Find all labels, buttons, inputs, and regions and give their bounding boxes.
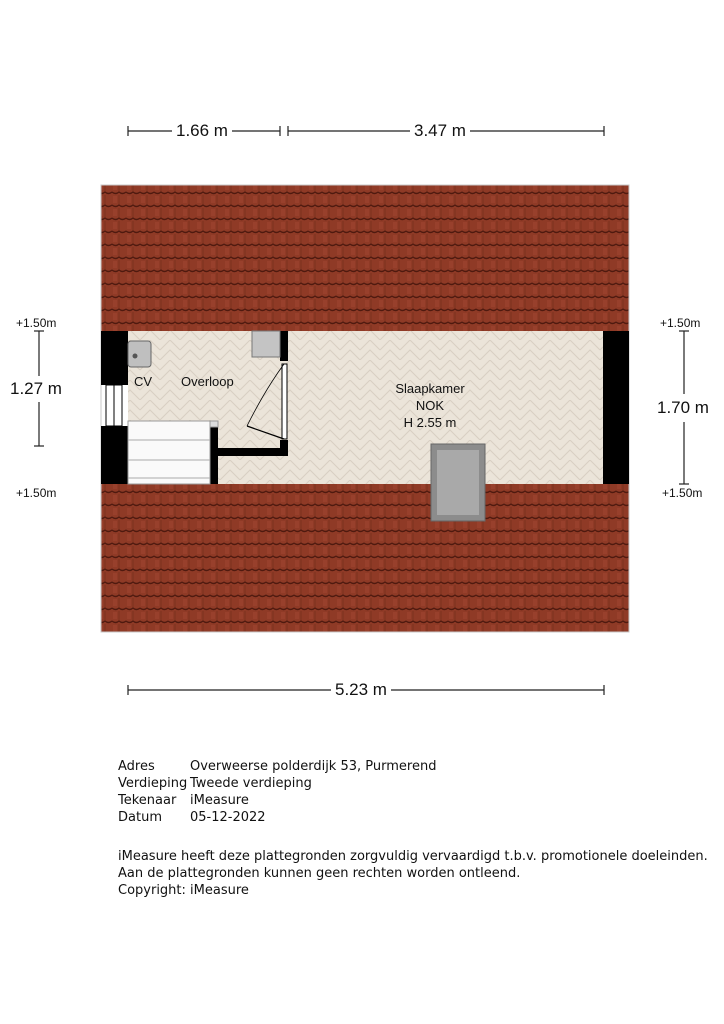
info-row-adres bbox=[118, 758, 436, 775]
level-left-top: +1.50m bbox=[16, 316, 57, 330]
level-left-bottom: +1.50m bbox=[16, 486, 57, 500]
level-right-top: +1.50m bbox=[660, 316, 701, 330]
info-value: iMeasure bbox=[190, 793, 249, 808]
skylight bbox=[431, 444, 485, 521]
room-label-cv: CV bbox=[134, 374, 153, 389]
room-label-slaapkamer bbox=[380, 380, 480, 431]
info-value: 05-12-2022 bbox=[190, 810, 266, 825]
cv-boiler-icon bbox=[128, 341, 151, 367]
info-key: Datum bbox=[118, 810, 162, 825]
dimension-top-left: 1.66 m bbox=[172, 121, 232, 141]
info-row-verdieping bbox=[118, 775, 436, 792]
roof-lower bbox=[101, 484, 629, 632]
level-right-bottom: +1.50m bbox=[662, 486, 703, 500]
info-value: Tweede verdieping bbox=[190, 776, 312, 791]
info-key: Tekenaar bbox=[118, 793, 177, 808]
info-key: Verdieping bbox=[118, 776, 188, 791]
info-block bbox=[118, 758, 436, 826]
info-row-datum bbox=[118, 809, 436, 826]
dimension-right-depth: 1.70 m bbox=[653, 398, 713, 418]
info-value: Overweerse polderdijk 53, Purmerend bbox=[190, 759, 437, 774]
room-label-overloop: Overloop bbox=[181, 374, 234, 389]
note-line: Aan de plattegronden kunnen geen rechten worden ontleend. bbox=[118, 866, 521, 881]
roof-upper bbox=[101, 185, 629, 331]
room-height: H 2.55 m bbox=[403, 415, 457, 430]
window-left bbox=[106, 385, 122, 426]
cabinet bbox=[252, 331, 280, 357]
info-row-tekenaar bbox=[118, 792, 436, 809]
dimension-left-depth: 1.27 m bbox=[6, 379, 66, 399]
note-line: iMeasure heeft deze plattegronden zorgvuldig vervaardigd t.b.v. promotionele doeleinden. bbox=[118, 849, 708, 864]
stairs bbox=[128, 421, 218, 484]
disclaimer-notes bbox=[118, 848, 708, 899]
dimension-top-right: 3.47 m bbox=[410, 121, 470, 141]
info-key: Adres bbox=[118, 759, 155, 774]
note-line: Copyright: iMeasure bbox=[118, 883, 249, 898]
dimension-bottom-total: 5.23 m bbox=[331, 680, 391, 700]
room-nok: NOK bbox=[415, 398, 445, 413]
room-name-slaapkamer: Slaapkamer bbox=[395, 381, 465, 396]
